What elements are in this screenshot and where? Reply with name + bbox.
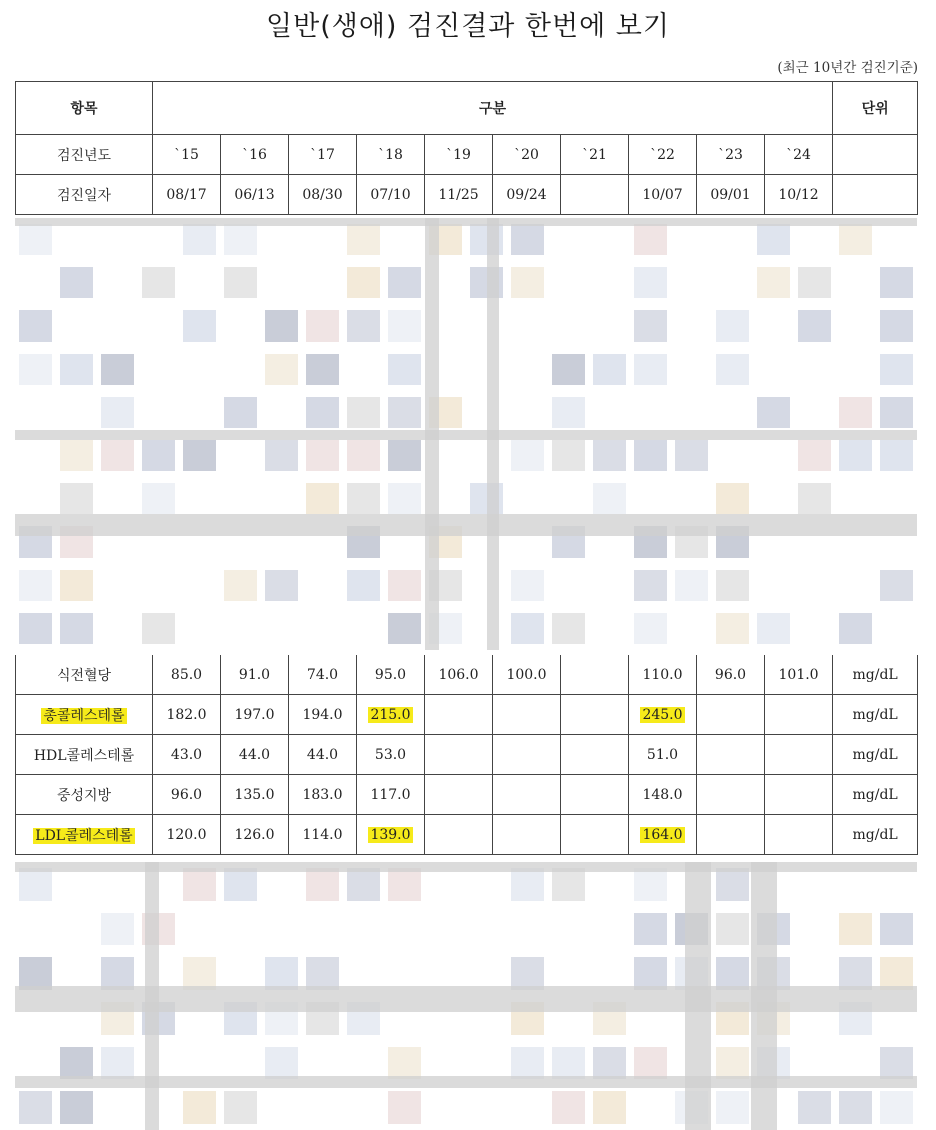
result-row-value bbox=[357, 695, 425, 735]
pixel-block bbox=[101, 1047, 134, 1080]
pixel-block bbox=[552, 868, 585, 901]
result-row-value bbox=[493, 695, 561, 735]
pixel-block bbox=[839, 224, 872, 255]
pixel-block bbox=[224, 570, 257, 601]
pixel-block bbox=[265, 440, 298, 471]
pixel-block bbox=[19, 570, 52, 601]
pixel-block bbox=[511, 868, 544, 901]
date-row-value: 10/07 bbox=[629, 175, 697, 215]
year-row-unit bbox=[833, 135, 918, 175]
result-row-label-highlight: LDL콜레스테롤 bbox=[35, 827, 133, 844]
result-row-value: 120.0 bbox=[153, 815, 221, 855]
result-row-value: 91.0 bbox=[221, 655, 289, 695]
pixel-block bbox=[716, 310, 749, 341]
pixel-block bbox=[675, 570, 708, 601]
pixel-block bbox=[839, 913, 872, 946]
pixel-block bbox=[880, 397, 913, 428]
pixel-block bbox=[142, 267, 175, 298]
result-row-value: 43.0 bbox=[153, 735, 221, 775]
pixel-block bbox=[880, 267, 913, 298]
pixel-block bbox=[634, 224, 667, 255]
date-row-value: 08/30 bbox=[289, 175, 357, 215]
pixel-block bbox=[511, 613, 544, 644]
pixel-block bbox=[224, 224, 257, 255]
pixel-block bbox=[593, 1091, 626, 1124]
pixel-block bbox=[183, 224, 216, 255]
pixel-block bbox=[511, 1047, 544, 1080]
pixel-block bbox=[19, 613, 52, 644]
pixel-block bbox=[798, 267, 831, 298]
result-row-value bbox=[697, 815, 765, 855]
result-row-value bbox=[697, 735, 765, 775]
result-row-value bbox=[765, 775, 833, 815]
pixel-block bbox=[839, 1091, 872, 1124]
pixel-block bbox=[265, 1047, 298, 1080]
pixel-block bbox=[634, 913, 667, 946]
pixel-block bbox=[593, 483, 626, 514]
pixel-block bbox=[839, 397, 872, 428]
result-row-value-highlight: 215.0 bbox=[370, 706, 411, 723]
pixel-block bbox=[19, 354, 52, 385]
pixel-block bbox=[60, 267, 93, 298]
result-row-value bbox=[765, 815, 833, 855]
date-row-value: 09/01 bbox=[697, 175, 765, 215]
date-row bbox=[16, 175, 918, 215]
pixel-block bbox=[101, 440, 134, 471]
result-row-label: 식전혈당 bbox=[16, 655, 153, 695]
pixel-block bbox=[224, 267, 257, 298]
pixel-block bbox=[511, 267, 544, 298]
result-row-value bbox=[561, 815, 629, 855]
date-row-label: 검진일자 bbox=[16, 175, 153, 215]
obscured-region-bottom bbox=[15, 862, 917, 1130]
result-row-value: 51.0 bbox=[629, 735, 697, 775]
pixel-block bbox=[265, 310, 298, 341]
pixel-block bbox=[880, 1091, 913, 1124]
date-row-value bbox=[561, 175, 629, 215]
header-row bbox=[16, 82, 918, 135]
result-row-unit: mg/dL bbox=[833, 775, 918, 815]
header-category: 구분 bbox=[153, 82, 833, 135]
pixel-block bbox=[306, 868, 339, 901]
pixel-block bbox=[347, 397, 380, 428]
pixel-block bbox=[224, 868, 257, 901]
pixel-block bbox=[347, 267, 380, 298]
pixel-block bbox=[388, 440, 421, 471]
year-row bbox=[16, 135, 918, 175]
blur-bar bbox=[15, 218, 917, 226]
result-row-value: 100.0 bbox=[493, 655, 561, 695]
pixel-block bbox=[60, 613, 93, 644]
result-row-value bbox=[765, 735, 833, 775]
pixel-block bbox=[552, 397, 585, 428]
pixel-block bbox=[757, 224, 790, 255]
pixel-block bbox=[347, 868, 380, 901]
result-row-value: 96.0 bbox=[697, 655, 765, 695]
result-row-value bbox=[697, 775, 765, 815]
pixel-block bbox=[716, 613, 749, 644]
result-row-label: 중성지방 bbox=[16, 775, 153, 815]
result-row-value: 53.0 bbox=[357, 735, 425, 775]
pixel-block bbox=[306, 440, 339, 471]
pixel-block bbox=[511, 224, 544, 255]
pixel-block bbox=[60, 440, 93, 471]
result-row-value: 135.0 bbox=[221, 775, 289, 815]
pixel-block bbox=[265, 354, 298, 385]
date-row-value: 08/17 bbox=[153, 175, 221, 215]
result-row-value: 126.0 bbox=[221, 815, 289, 855]
pixel-block bbox=[306, 310, 339, 341]
result-row-unit: mg/dL bbox=[833, 735, 918, 775]
pixel-block bbox=[634, 570, 667, 601]
pixel-block bbox=[388, 868, 421, 901]
blur-bar bbox=[15, 514, 917, 536]
result-row-value bbox=[425, 815, 493, 855]
result-row bbox=[16, 775, 918, 815]
result-row-value: 44.0 bbox=[289, 735, 357, 775]
year-row-value: `15 bbox=[153, 135, 221, 175]
pixel-block bbox=[757, 613, 790, 644]
pixel-block bbox=[634, 440, 667, 471]
result-row-value bbox=[425, 735, 493, 775]
blur-bar bbox=[15, 430, 917, 440]
result-row-value: 117.0 bbox=[357, 775, 425, 815]
date-row-value: 10/12 bbox=[765, 175, 833, 215]
result-row-value: 114.0 bbox=[289, 815, 357, 855]
pixel-block bbox=[60, 354, 93, 385]
date-row-value: 09/24 bbox=[493, 175, 561, 215]
date-row-value: 06/13 bbox=[221, 175, 289, 215]
pixel-block bbox=[593, 1047, 626, 1080]
pixel-block bbox=[634, 354, 667, 385]
result-row-value bbox=[561, 735, 629, 775]
pixel-block bbox=[716, 1047, 749, 1080]
pixel-block bbox=[634, 310, 667, 341]
pixel-block bbox=[511, 440, 544, 471]
result-row-value bbox=[425, 695, 493, 735]
result-row-unit: mg/dL bbox=[833, 655, 918, 695]
pixel-block bbox=[634, 267, 667, 298]
pixel-block bbox=[388, 483, 421, 514]
pixel-block bbox=[716, 483, 749, 514]
pixel-block bbox=[224, 397, 257, 428]
result-row-value bbox=[629, 695, 697, 735]
result-row-value: 85.0 bbox=[153, 655, 221, 695]
result-row-value: 197.0 bbox=[221, 695, 289, 735]
pixel-block bbox=[757, 397, 790, 428]
header-item: 항목 bbox=[16, 82, 153, 135]
header-unit: 단위 bbox=[833, 82, 918, 135]
pixel-block bbox=[798, 440, 831, 471]
pixel-block bbox=[798, 310, 831, 341]
pixel-block bbox=[60, 1047, 93, 1080]
pixel-block bbox=[60, 1091, 93, 1124]
result-row-value: 44.0 bbox=[221, 735, 289, 775]
result-row-value: 182.0 bbox=[153, 695, 221, 735]
result-row-value: 106.0 bbox=[425, 655, 493, 695]
pixel-block bbox=[388, 1047, 421, 1080]
result-row-unit: mg/dL bbox=[833, 815, 918, 855]
pixel-block bbox=[60, 570, 93, 601]
pixel-block bbox=[880, 913, 913, 946]
result-row bbox=[16, 655, 918, 695]
result-row-value bbox=[493, 735, 561, 775]
result-row-value: 95.0 bbox=[357, 655, 425, 695]
date-row-value: 07/10 bbox=[357, 175, 425, 215]
pixel-block bbox=[388, 570, 421, 601]
pixel-block bbox=[388, 613, 421, 644]
year-row-value: `22 bbox=[629, 135, 697, 175]
pixel-block bbox=[388, 1091, 421, 1124]
result-row-label: HDL콜레스테롤 bbox=[16, 735, 153, 775]
result-row-value bbox=[561, 775, 629, 815]
result-row-value bbox=[629, 815, 697, 855]
date-row-unit bbox=[833, 175, 918, 215]
year-row-label: 검진년도 bbox=[16, 135, 153, 175]
pixel-block bbox=[388, 397, 421, 428]
result-row bbox=[16, 695, 918, 735]
pixel-block bbox=[142, 613, 175, 644]
pixel-block bbox=[716, 1091, 749, 1124]
pixel-block bbox=[183, 310, 216, 341]
year-row-value: `23 bbox=[697, 135, 765, 175]
result-row-value bbox=[697, 695, 765, 735]
pixel-block bbox=[716, 570, 749, 601]
blur-bar bbox=[15, 1076, 917, 1088]
pixel-block bbox=[101, 397, 134, 428]
result-row-value-highlight: 139.0 bbox=[370, 826, 411, 843]
pixel-block bbox=[388, 310, 421, 341]
pixel-block bbox=[798, 1091, 831, 1124]
pixel-block bbox=[757, 267, 790, 298]
pixel-block bbox=[634, 613, 667, 644]
year-row-value: `24 bbox=[765, 135, 833, 175]
pixel-block bbox=[593, 354, 626, 385]
result-row-value: 101.0 bbox=[765, 655, 833, 695]
year-row-value: `17 bbox=[289, 135, 357, 175]
result-row-value bbox=[493, 775, 561, 815]
year-row-value: `16 bbox=[221, 135, 289, 175]
pixel-block bbox=[306, 354, 339, 385]
pixel-block bbox=[388, 267, 421, 298]
year-row-value: `21 bbox=[561, 135, 629, 175]
obscured-region-top bbox=[15, 218, 917, 650]
result-row-value: 148.0 bbox=[629, 775, 697, 815]
result-row-value: 96.0 bbox=[153, 775, 221, 815]
date-row-value: 11/25 bbox=[425, 175, 493, 215]
pixel-block bbox=[552, 613, 585, 644]
result-row-value-highlight: 245.0 bbox=[642, 706, 683, 723]
pixel-block bbox=[552, 440, 585, 471]
pixel-block bbox=[101, 354, 134, 385]
page-title: 일반(생애) 검진결과 한번에 보기 bbox=[266, 11, 670, 42]
result-row-value: 183.0 bbox=[289, 775, 357, 815]
pixel-block bbox=[880, 570, 913, 601]
pixel-block bbox=[552, 354, 585, 385]
pixel-block bbox=[798, 483, 831, 514]
page-subtitle: (최근 10년간 검진기준) bbox=[777, 60, 918, 76]
result-row-value: 194.0 bbox=[289, 695, 357, 735]
pixel-block bbox=[634, 868, 667, 901]
result-row-value-highlight: 164.0 bbox=[642, 826, 683, 843]
pixel-block bbox=[101, 913, 134, 946]
result-row-value bbox=[357, 815, 425, 855]
result-row-label bbox=[16, 695, 153, 735]
year-row-value: `18 bbox=[357, 135, 425, 175]
pixel-block bbox=[19, 1091, 52, 1124]
pixel-block bbox=[306, 483, 339, 514]
pixel-block bbox=[634, 1047, 667, 1080]
result-row-value bbox=[765, 695, 833, 735]
pixel-block bbox=[593, 440, 626, 471]
pixel-block bbox=[347, 224, 380, 255]
result-row-unit: mg/dL bbox=[833, 695, 918, 735]
result-row bbox=[16, 735, 918, 775]
pixel-block bbox=[183, 868, 216, 901]
year-row-value: `19 bbox=[425, 135, 493, 175]
result-row-value: 74.0 bbox=[289, 655, 357, 695]
pixel-block bbox=[388, 354, 421, 385]
pixel-block bbox=[142, 483, 175, 514]
result-row-value bbox=[493, 815, 561, 855]
pixel-block bbox=[19, 868, 52, 901]
result-row bbox=[16, 815, 918, 855]
pixel-block bbox=[880, 310, 913, 341]
pixel-block bbox=[880, 440, 913, 471]
result-row-value: 110.0 bbox=[629, 655, 697, 695]
pixel-block bbox=[839, 440, 872, 471]
pixel-block bbox=[347, 310, 380, 341]
pixel-block bbox=[675, 440, 708, 471]
pixel-block bbox=[265, 570, 298, 601]
pixel-block bbox=[552, 1091, 585, 1124]
pixel-block bbox=[880, 1047, 913, 1080]
pixel-block bbox=[880, 354, 913, 385]
blur-bar bbox=[15, 986, 917, 1012]
pixel-block bbox=[19, 224, 52, 255]
pixel-block bbox=[224, 1091, 257, 1124]
pixel-block bbox=[347, 570, 380, 601]
pixel-block bbox=[347, 483, 380, 514]
result-row-label-highlight: 총콜레스테롤 bbox=[43, 707, 125, 724]
pixel-block bbox=[142, 440, 175, 471]
pixel-block bbox=[716, 354, 749, 385]
year-row-value: `20 bbox=[493, 135, 561, 175]
result-row-value bbox=[561, 695, 629, 735]
pixel-block bbox=[306, 397, 339, 428]
pixel-block bbox=[60, 483, 93, 514]
pixel-block bbox=[839, 613, 872, 644]
pixel-block bbox=[183, 440, 216, 471]
pixel-block bbox=[716, 913, 749, 946]
pixel-block bbox=[511, 570, 544, 601]
result-row-label bbox=[16, 815, 153, 855]
pixel-block bbox=[183, 1091, 216, 1124]
pixel-block bbox=[552, 1047, 585, 1080]
pixel-block bbox=[347, 440, 380, 471]
result-row-value bbox=[425, 775, 493, 815]
pixel-block bbox=[716, 868, 749, 901]
pixel-block bbox=[19, 310, 52, 341]
result-row-value bbox=[561, 655, 629, 695]
